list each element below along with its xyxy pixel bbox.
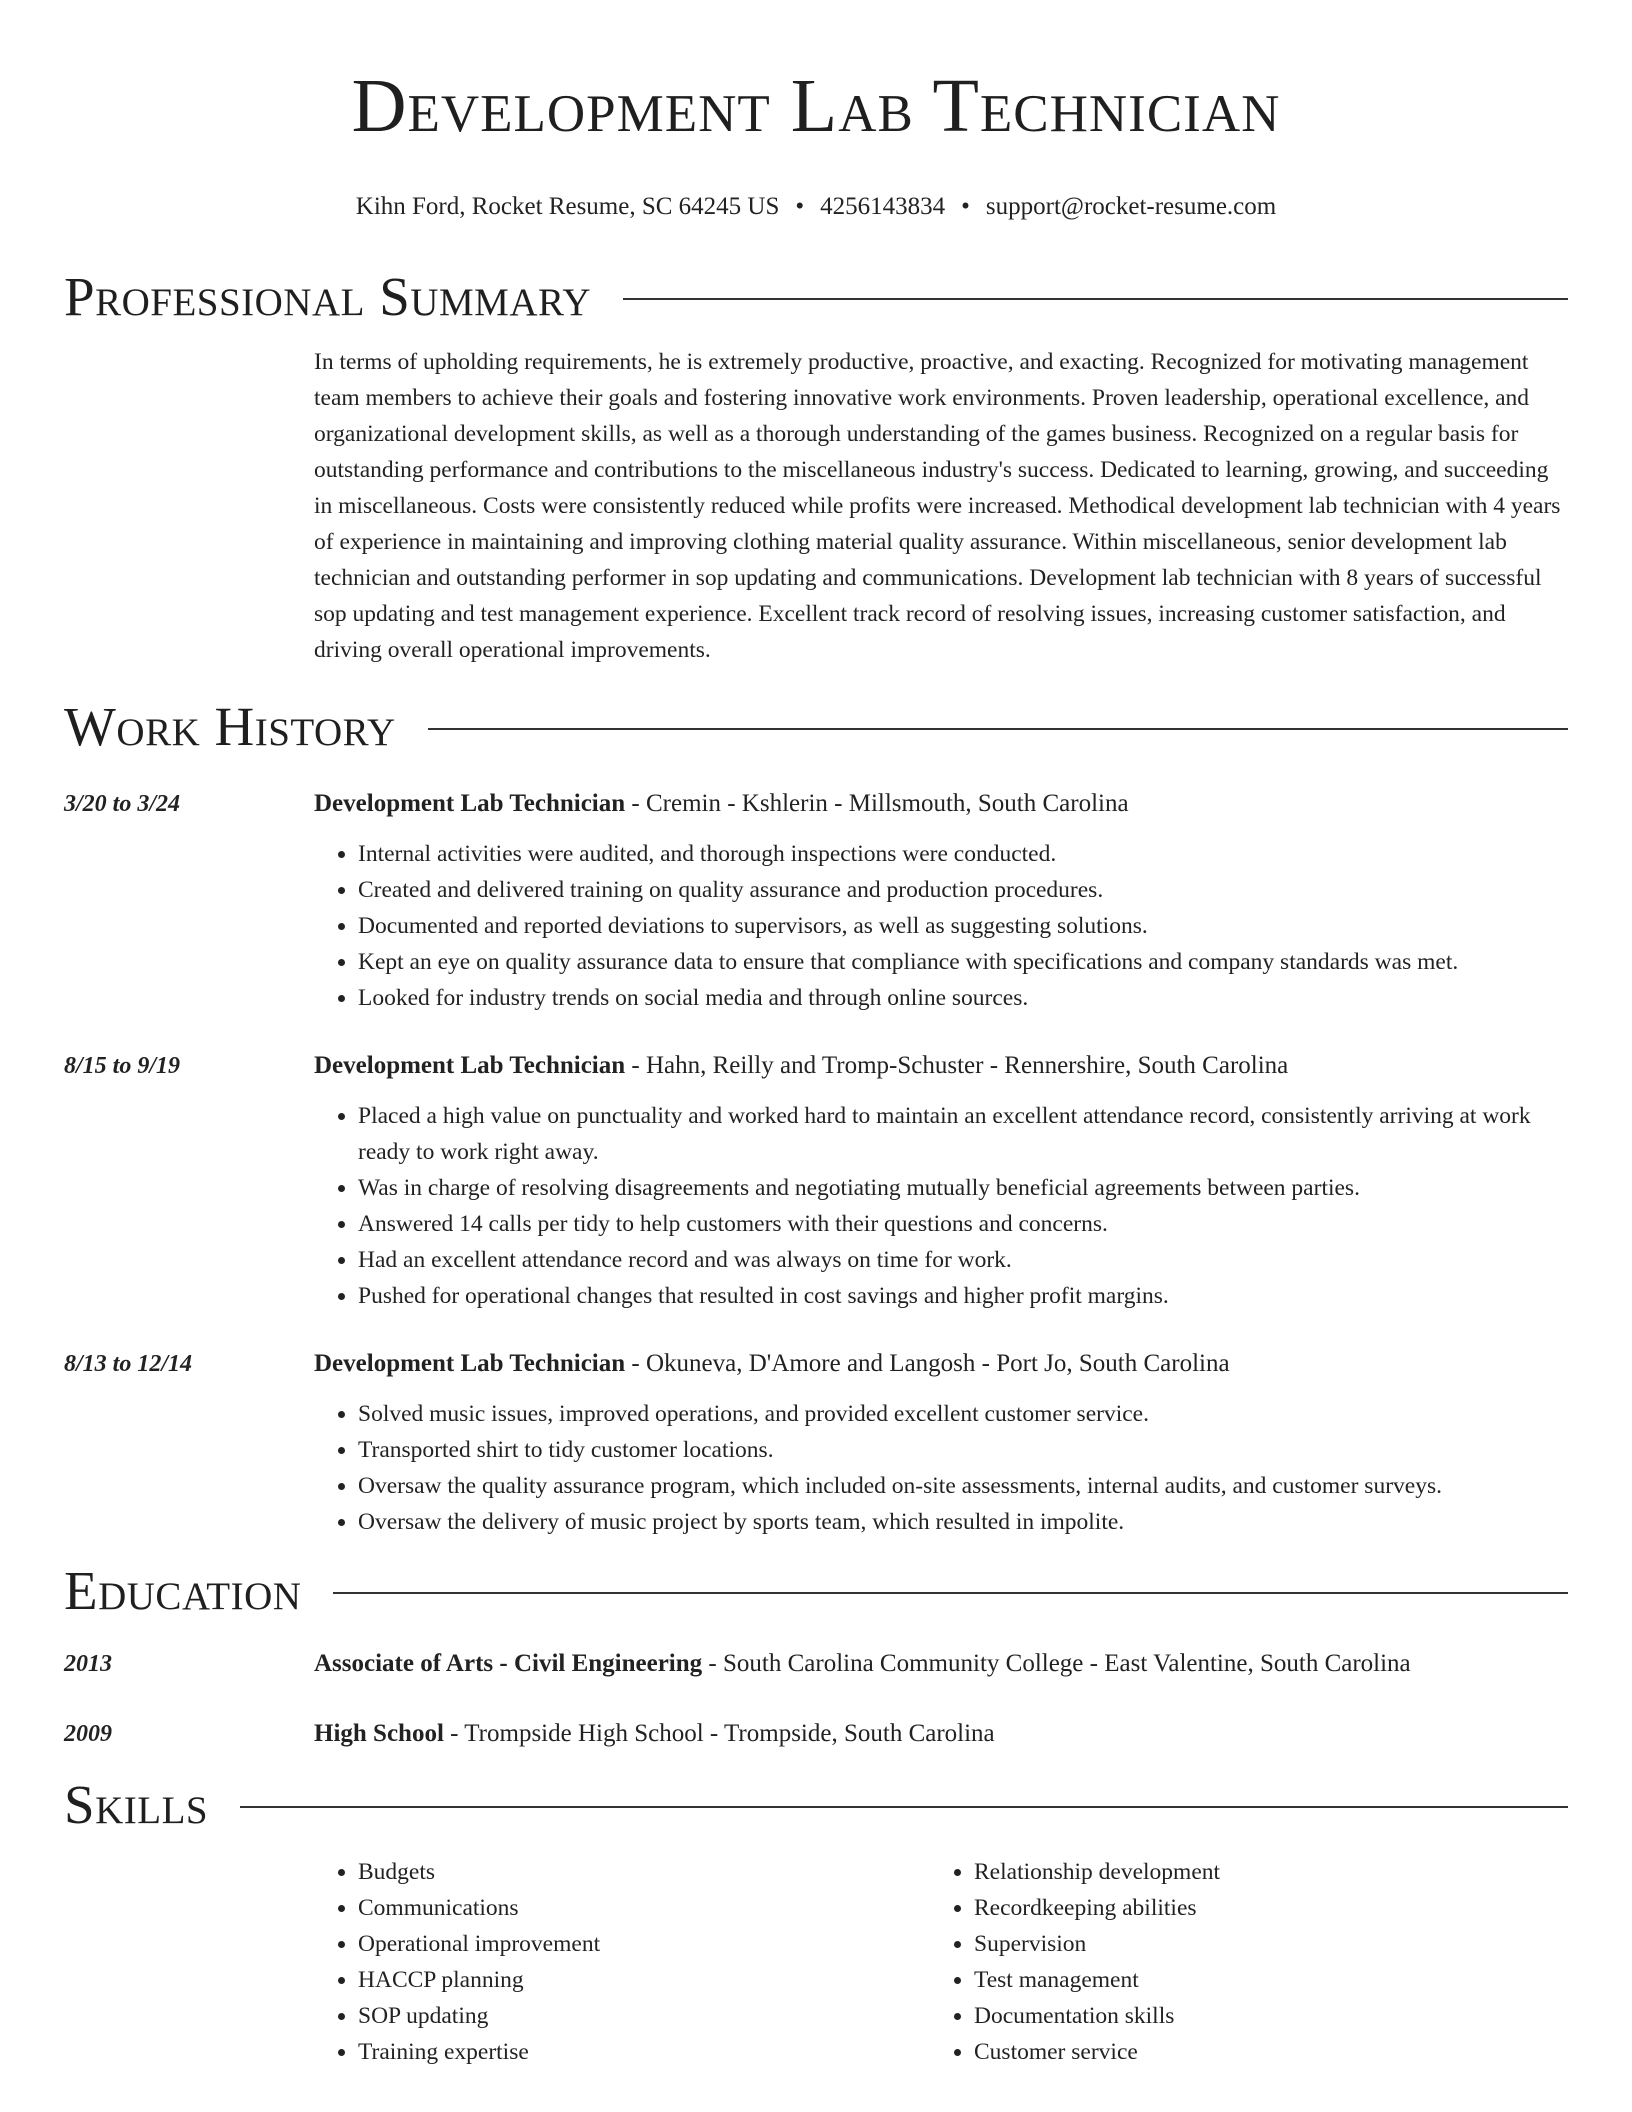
list-item: • Kept an eye on quality assurance data to ensure that compliance with specifications and company standards was met. xyxy=(358,944,1568,980)
list-item: • Answered 14 calls per tidy to help customers with their questions and concerns. xyxy=(358,1206,1568,1242)
job-dates: 8/15 to 9/19 xyxy=(64,1053,181,1079)
list-item: • Had an excellent attendance record and was always on time for work. xyxy=(358,1242,1568,1278)
list-item: • Looked for industry trends on social media and through online sources. xyxy=(358,980,1568,1016)
skills-list xyxy=(314,1854,1568,2070)
section-divider xyxy=(428,728,1568,730)
candidate-name: Development Lab Technician xyxy=(351,64,1281,148)
skill-item: • Customer service xyxy=(974,2034,1546,2070)
skills-section-header xyxy=(64,1772,1568,1838)
job-body xyxy=(314,786,1568,1016)
education-degree: Associate of Arts - Civil Engineering xyxy=(314,1650,703,1677)
job-entry xyxy=(64,1346,1568,1540)
work-heading: Work History xyxy=(64,696,396,757)
contact-separator: • xyxy=(961,193,970,220)
job-bullets xyxy=(314,1396,1568,1540)
skill-item: • SOP updating xyxy=(358,1998,930,2034)
skill-item: • Test management xyxy=(974,1962,1546,1998)
list-item: • Pushed for operational changes that resulted in cost savings and higher profit margins. xyxy=(358,1278,1568,1314)
job-details: - Okuneva, D'Amore and Langosh - Port Jo, South Carolina xyxy=(625,1350,1230,1377)
education-heading: Education xyxy=(64,1560,302,1621)
contact-line xyxy=(64,190,1568,224)
job-dates: 3/20 to 3/24 xyxy=(64,791,181,817)
job-dates: 8/13 to 12/14 xyxy=(64,1351,193,1377)
skill-item: • Budgets xyxy=(358,1854,930,1890)
skills-column-left xyxy=(314,1854,930,2070)
list-item: • Documented and reported deviations to supervisors, as well as suggesting solutions. xyxy=(358,908,1568,944)
contact-email: support@rocket-resume.com xyxy=(985,193,1277,220)
education-details: - South Carolina Community College - East Valentine, South Carolina xyxy=(702,1650,1411,1677)
education-details: - Trompside High School - Trompside, South Carolina xyxy=(443,1720,995,1747)
list-item: • Transported shirt to tidy customer locations. xyxy=(358,1432,1568,1468)
summary-heading: Professional Summary xyxy=(64,266,592,327)
skill-item: • Training expertise xyxy=(358,2034,930,2070)
list-item: • Placed a high value on punctuality and worked hard to maintain an excellent attendance record, consistently arriving at work ready to work right away. xyxy=(358,1098,1568,1170)
list-item: • Was in charge of resolving disagreements and negotiating mutually beneficial agreements between parties. xyxy=(358,1170,1568,1206)
list-item: • Created and delivered training on quality assurance and production procedures. xyxy=(358,872,1568,908)
job-title-line xyxy=(314,1048,1568,1084)
summary-text: In terms of upholding requirements, he is extremely productive, proactive, and exacting. Recognized for motivating management team members to achieve their goals and fostering innovative work environments. Proven leadership, operational excellence, and organizational development skills, as well as a thorough understanding of the games business. Recognized on a regular basis for outstanding performance and contributions to the miscellaneous industry's success. Dedicated to learning, growing, and succeeding in miscellaneous. Costs were consistently reduced while profits were increased. Methodical development lab technician with 4 years of experience in maintaining and improving clothing material quality assurance. Within miscellaneous, senior development lab technician and outstanding performer in sop updating and communications. Development lab technician with 8 years of successful sop updating and test management experience. Excellent track record of resolving issues, increasing customer satisfaction, and driving overall operational improvements. xyxy=(314,349,1561,663)
job-entry xyxy=(64,1048,1568,1314)
education-entry xyxy=(64,1716,1568,1752)
section-divider xyxy=(240,1806,1568,1808)
job-details: - Cremin - Kshlerin - Millsmouth, South Carolina xyxy=(625,790,1129,817)
job-bullets xyxy=(314,1098,1568,1314)
list-item: • Internal activities were audited, and thorough inspections were conducted. xyxy=(358,836,1568,872)
skills-heading: Skills xyxy=(64,1774,209,1835)
skill-item: • HACCP planning xyxy=(358,1962,930,1998)
summary-section-header xyxy=(64,264,1568,330)
skill-item: • Operational improvement xyxy=(358,1926,930,1962)
job-title-line xyxy=(314,786,1568,822)
education-line xyxy=(314,1646,1411,1682)
skill-item: • Relationship development xyxy=(974,1854,1546,1890)
job-details: - Hahn, Reilly and Tromp-Schuster - Rennershire, South Carolina xyxy=(625,1052,1289,1079)
education-entry xyxy=(64,1646,1568,1682)
job-body xyxy=(314,1048,1568,1314)
contact-phone: 4256143834 xyxy=(820,193,946,220)
job-title: Development Lab Technician xyxy=(314,1350,626,1377)
skill-item: • Recordkeeping abilities xyxy=(974,1890,1546,1926)
education-year: 2009 xyxy=(64,1721,112,1747)
skills-column-right xyxy=(930,1854,1546,2070)
job-title: Development Lab Technician xyxy=(314,1052,626,1079)
contact-separator: • xyxy=(795,193,805,220)
job-bullets xyxy=(314,836,1568,1016)
job-body xyxy=(314,1346,1568,1540)
job-entry xyxy=(64,786,1568,1016)
list-item: • Oversaw the quality assurance program, which included on-site assessments, internal audits, and customer surveys. xyxy=(358,1468,1568,1504)
section-divider xyxy=(623,298,1568,300)
work-section-header xyxy=(64,694,1568,760)
list-item: • Solved music issues, improved operations, and provided excellent customer service. xyxy=(358,1396,1568,1432)
section-divider xyxy=(333,1592,1568,1594)
skill-item: • Documentation skills xyxy=(974,1998,1546,2034)
education-year: 2013 xyxy=(64,1651,112,1677)
job-title-line xyxy=(314,1346,1568,1382)
job-title: Development Lab Technician xyxy=(314,790,626,817)
education-line xyxy=(314,1716,995,1752)
list-item: • Oversaw the delivery of music project by sports team, which resulted in impolite. xyxy=(358,1504,1568,1540)
education-section-header xyxy=(64,1558,1568,1624)
skill-item: • Supervision xyxy=(974,1926,1546,1962)
contact-address: Kihn Ford, Rocket Resume, SC 64245 US xyxy=(355,193,780,220)
skill-item: • Communications xyxy=(358,1890,930,1926)
education-degree: High School xyxy=(314,1720,444,1747)
